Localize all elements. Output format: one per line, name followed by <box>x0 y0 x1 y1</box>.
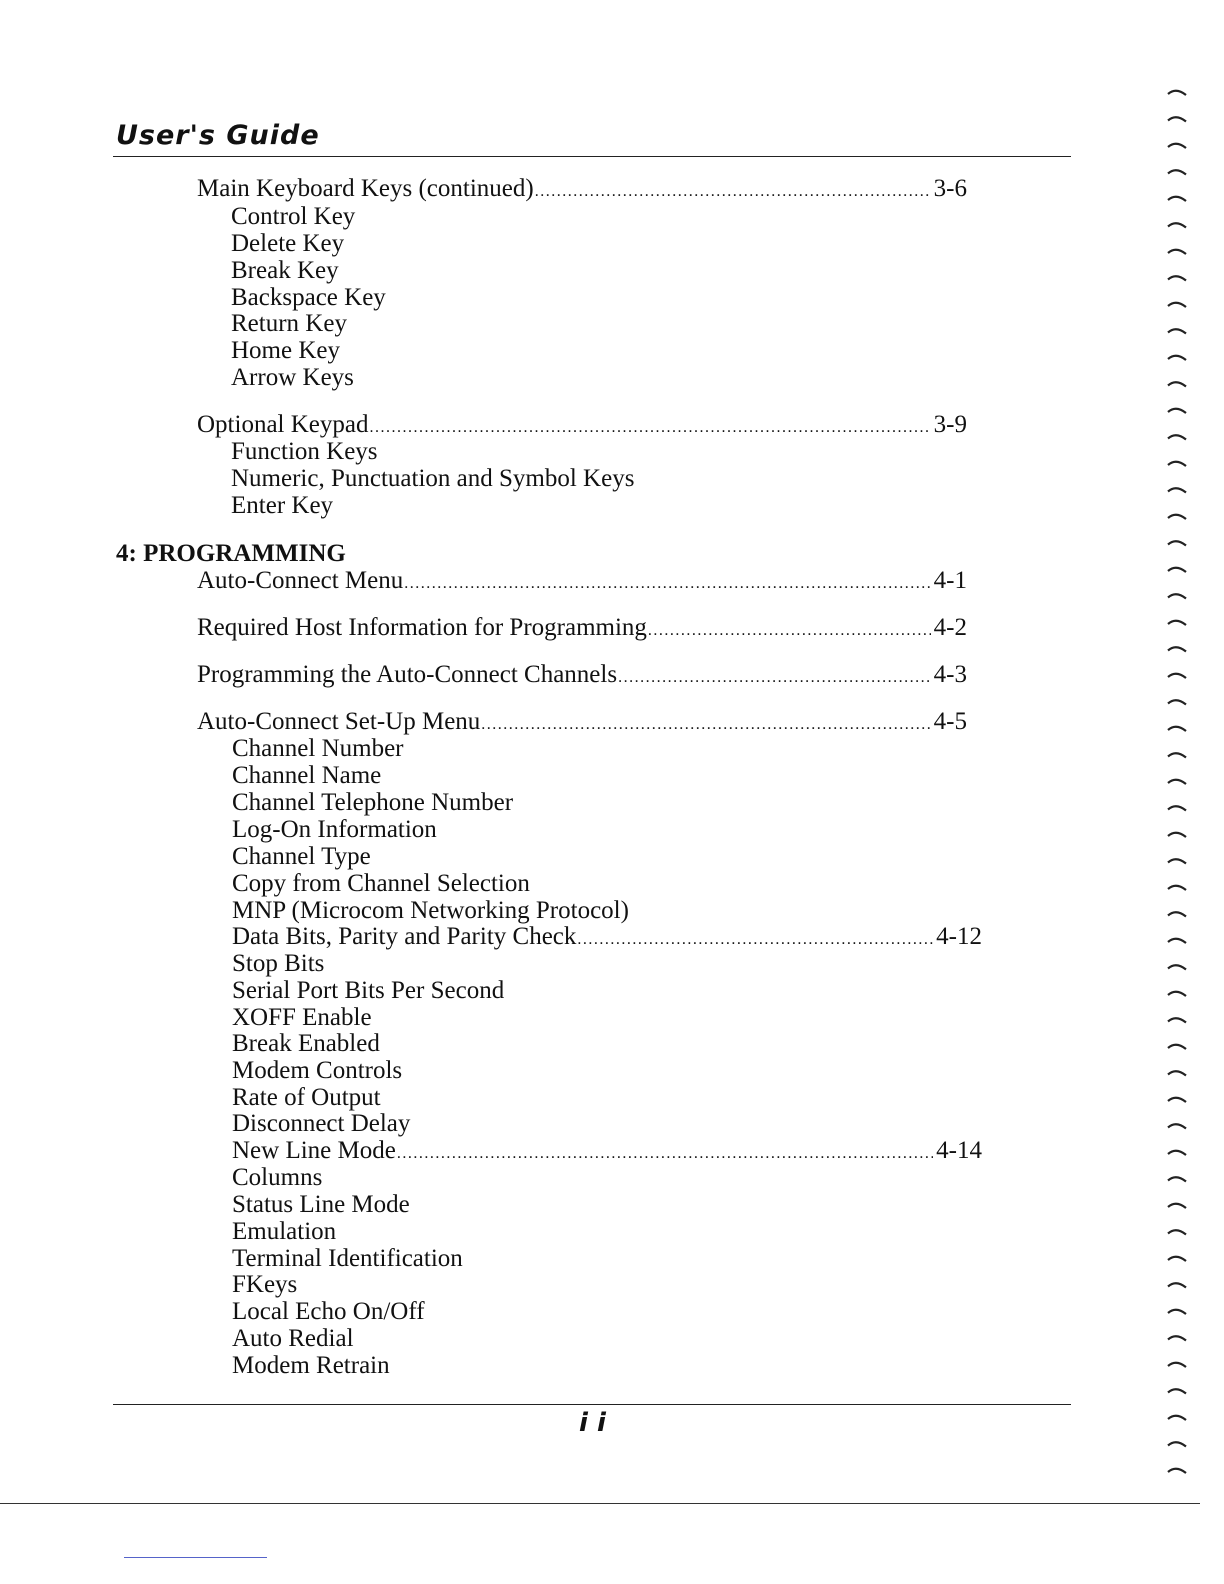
toc-entry <box>232 1137 982 1165</box>
toc-subentry: Stop Bits <box>232 950 325 977</box>
binding-mark <box>1168 1257 1186 1261</box>
toc-entry-page: 4-14 <box>936 1137 982 1164</box>
toc-subentry: FKeys <box>232 1271 298 1298</box>
binding-mark <box>1168 1336 1186 1340</box>
toc-entry-title: Required Host Information for Programming <box>197 614 647 641</box>
binding-mark <box>1168 276 1186 280</box>
blue-underline-mark <box>124 1557 267 1558</box>
toc-subentry: Numeric, Punctuation and Symbol Keys <box>231 465 635 492</box>
toc-entry-title: Auto-Connect Menu <box>197 567 404 594</box>
toc-subentry: MNP (Microcom Networking Protocol) <box>232 897 629 924</box>
leader-dots <box>481 711 930 739</box>
binding-mark <box>1168 594 1186 598</box>
binding-mark <box>1168 965 1186 969</box>
toc-subentry: Arrow Keys <box>231 364 354 391</box>
binding-mark <box>1168 488 1186 492</box>
binding-mark <box>1168 356 1186 360</box>
toc-entry-page: 3-9 <box>933 411 967 438</box>
toc-subentry: Break Key <box>231 257 339 284</box>
binding-mark <box>1168 912 1186 916</box>
binding-mark <box>1168 117 1186 121</box>
toc-entry-page: 3-6 <box>933 175 967 202</box>
binding-mark <box>1168 1416 1186 1420</box>
toc-entry <box>197 661 967 689</box>
binding-mark <box>1168 1204 1186 1208</box>
scan-edge-line <box>0 1503 1200 1504</box>
toc-subentry: Channel Number <box>232 735 404 762</box>
binding-mark <box>1168 144 1186 148</box>
binding-mark <box>1168 91 1186 95</box>
binding-mark <box>1168 515 1186 519</box>
toc-entry-title: Data Bits, Parity and Parity Check <box>232 923 577 950</box>
page-number: i i <box>579 1408 606 1438</box>
binding-mark <box>1168 1124 1186 1128</box>
binding-mark <box>1168 833 1186 837</box>
toc-entry-title: Main Keyboard Keys (continued) <box>197 175 534 202</box>
leader-dots <box>618 664 931 692</box>
toc-entry-page: 4-1 <box>933 567 967 594</box>
binding-mark <box>1168 780 1186 784</box>
toc-entry <box>197 567 967 595</box>
binding-mark <box>1168 197 1186 201</box>
toc-subentry: Modem Controls <box>232 1057 403 1084</box>
toc-subentry: Emulation <box>232 1218 337 1245</box>
binding-mark <box>1168 647 1186 651</box>
toc-entry-page: 4-3 <box>933 661 967 688</box>
leader-dots <box>369 414 930 442</box>
binding-mark <box>1168 170 1186 174</box>
binding-mark <box>1168 1283 1186 1287</box>
binding-mark <box>1168 1389 1186 1393</box>
binding-mark <box>1168 1098 1186 1102</box>
toc-subentry: Auto Redial <box>232 1325 354 1352</box>
toc-subentry: Rate of Output <box>232 1084 381 1111</box>
binding-mark <box>1168 568 1186 572</box>
toc-entry-title: New Line Mode <box>232 1137 396 1164</box>
toc-subentry: XOFF Enable <box>232 1004 372 1031</box>
toc-subentry: Function Keys <box>231 438 378 465</box>
toc-entry <box>197 175 967 203</box>
leader-dots <box>577 926 933 954</box>
binding-mark <box>1168 621 1186 625</box>
binding-mark <box>1168 700 1186 704</box>
toc-subentry: Disconnect Delay <box>232 1110 411 1137</box>
binding-mark <box>1168 1071 1186 1075</box>
binding-mark <box>1168 409 1186 413</box>
binding-mark <box>1168 1018 1186 1022</box>
binding-mark <box>1168 674 1186 678</box>
toc-subentry: Status Line Mode <box>232 1191 410 1218</box>
toc-subentry: Delete Key <box>231 230 345 257</box>
binding-mark <box>1168 329 1186 333</box>
header-rule <box>113 156 1071 157</box>
footer-rule <box>113 1404 1071 1405</box>
chapter-heading: 4: PROGRAMMING <box>116 540 346 567</box>
leader-dots <box>535 178 931 206</box>
toc-entry-page: 4-5 <box>933 708 967 735</box>
toc-subentry: Return Key <box>231 310 347 337</box>
toc-entry <box>197 708 967 736</box>
binding-mark <box>1168 727 1186 731</box>
binding-mark <box>1168 382 1186 386</box>
binding-mark <box>1168 435 1186 439</box>
toc-subentry: Local Echo On/Off <box>232 1298 425 1325</box>
leader-dots <box>648 617 931 645</box>
toc-subentry: Backspace Key <box>231 284 386 311</box>
binding-mark <box>1168 1045 1186 1049</box>
binding-mark <box>1168 992 1186 996</box>
toc-subentry: Enter Key <box>231 492 334 519</box>
leader-dots <box>397 1140 933 1168</box>
binding-mark <box>1168 1363 1186 1367</box>
binding-mark <box>1168 859 1186 863</box>
toc-entry-title: Auto-Connect Set-Up Menu <box>197 708 481 735</box>
toc-subentry: Home Key <box>231 337 340 364</box>
toc-entry-title: Optional Keypad <box>197 411 369 438</box>
binding-mark <box>1168 1151 1186 1155</box>
toc-subentry: Serial Port Bits Per Second <box>232 977 505 1004</box>
toc-subentry: Channel Name <box>232 762 382 789</box>
binding-mark <box>1168 1230 1186 1234</box>
toc-entry <box>197 614 967 642</box>
binding-mark <box>1168 462 1186 466</box>
page-header-title: User's Guide <box>116 120 320 151</box>
binding-mark <box>1168 303 1186 307</box>
toc-subentry: Log-On Information <box>232 816 437 843</box>
toc-subentry: Copy from Channel Selection <box>232 870 530 897</box>
toc-entry <box>197 411 967 439</box>
binding-mark <box>1168 753 1186 757</box>
binding-mark <box>1168 1442 1186 1446</box>
toc-subentry: Break Enabled <box>232 1030 380 1057</box>
toc-subentry: Modem Retrain <box>232 1352 390 1379</box>
toc-entry-page: 4-2 <box>933 614 967 641</box>
leader-dots <box>404 570 930 598</box>
toc-subentry: Terminal Identification <box>232 1245 463 1272</box>
toc-subentry: Control Key <box>231 203 356 230</box>
toc-subentry: Channel Telephone Number <box>232 789 514 816</box>
toc-entry-page: 4-12 <box>936 923 982 950</box>
binding-mark <box>1168 1469 1186 1473</box>
binding-mark <box>1168 541 1186 545</box>
toc-entry <box>232 923 982 951</box>
binding-mark <box>1168 939 1186 943</box>
binding-mark <box>1168 886 1186 890</box>
toc-subentry: Columns <box>232 1164 323 1191</box>
binding-mark <box>1168 1177 1186 1181</box>
toc-subentry: Channel Type <box>232 843 371 870</box>
binding-edge-marks <box>1160 80 1200 1480</box>
binding-mark <box>1168 223 1186 227</box>
binding-mark <box>1168 806 1186 810</box>
binding-mark <box>1168 250 1186 254</box>
toc-entry-title: Programming the Auto-Connect Channels <box>197 661 618 688</box>
binding-mark <box>1168 1310 1186 1314</box>
